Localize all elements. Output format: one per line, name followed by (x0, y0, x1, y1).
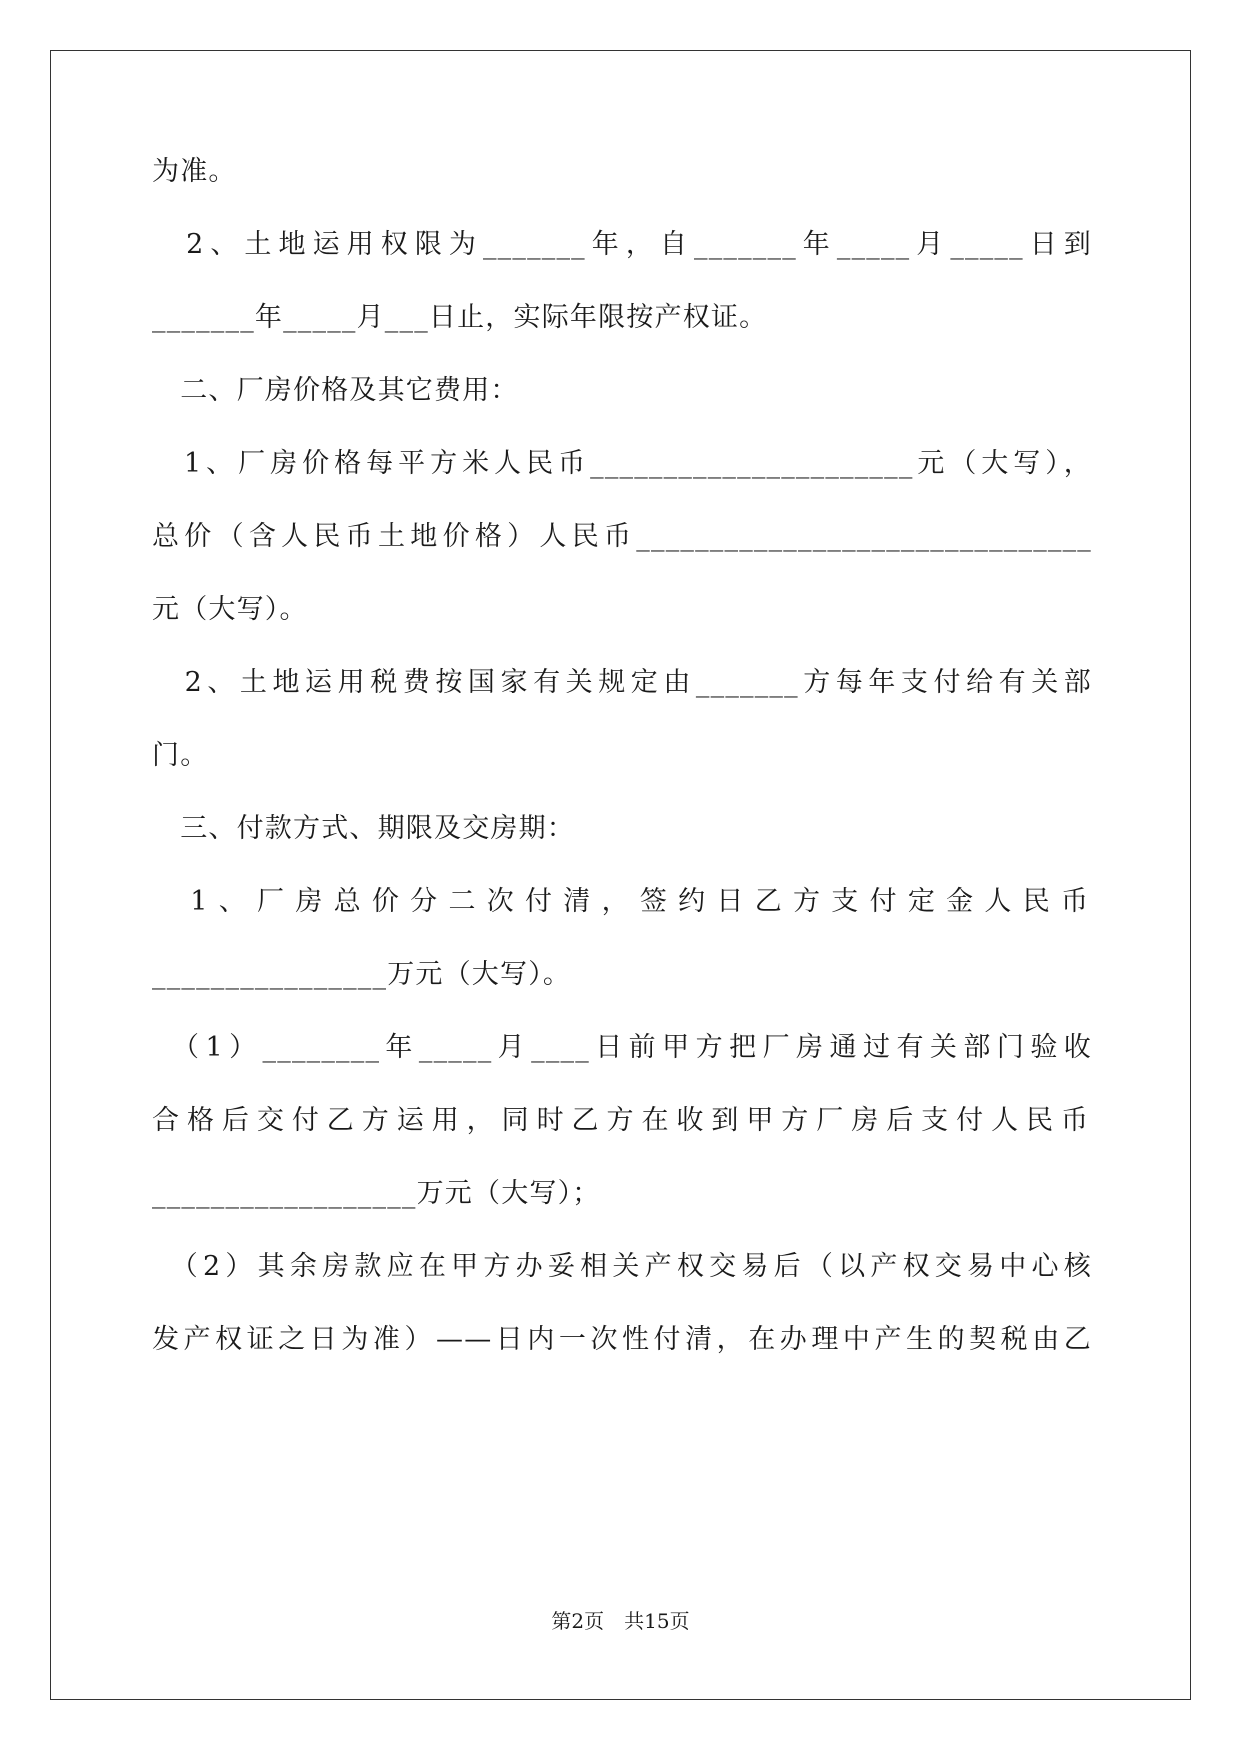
section-heading: 二、厂房价格及其它费用： (152, 375, 519, 406)
text-line: 2、土地运用税费按国家有关规定由_______方每年支付给有关部 (152, 667, 1092, 698)
section-heading: 三、付款方式、期限及交房期： (152, 813, 575, 844)
text-line: __________________万元（大写）； (152, 1178, 601, 1209)
page-border (50, 50, 1191, 1700)
text-line: _______年_____月___日止，实际年限按产权证。 (152, 302, 768, 333)
text-line: （2）其余房款应在甲方办妥相关产权交易后（以产权交易中心核 (152, 1251, 1092, 1282)
text-line: ________________万元（大写）。 (152, 959, 572, 990)
text-line: 1、厂房价格每平方米人民币______________________元（大写）， (152, 448, 1092, 479)
text-line: 1、厂房总价分二次付清，签约日乙方支付定金人民币 (152, 886, 1092, 917)
text-line: 发产权证之日为准）——日内一次性付清，在办理中产生的契税由乙 (152, 1324, 1092, 1355)
text-line: 总价（含人民币土地价格）人民币_______________________________ (152, 521, 1092, 552)
text-line: 为准。 (152, 156, 237, 187)
text-line: 2、土地运用权限为_______年，自_______年_____月_____日到 (152, 229, 1092, 260)
text-line: 门。 (152, 740, 209, 771)
text-line: 元（大写）。 (152, 594, 308, 625)
page-number: 第2页 共15页 (551, 1609, 690, 1633)
text-line: 合格后交付乙方运用，同时乙方在收到甲方厂房后支付人民币 (152, 1105, 1092, 1136)
text-line: （1）________年_____月____日前甲方把厂房通过有关部门验收 (152, 1032, 1092, 1063)
